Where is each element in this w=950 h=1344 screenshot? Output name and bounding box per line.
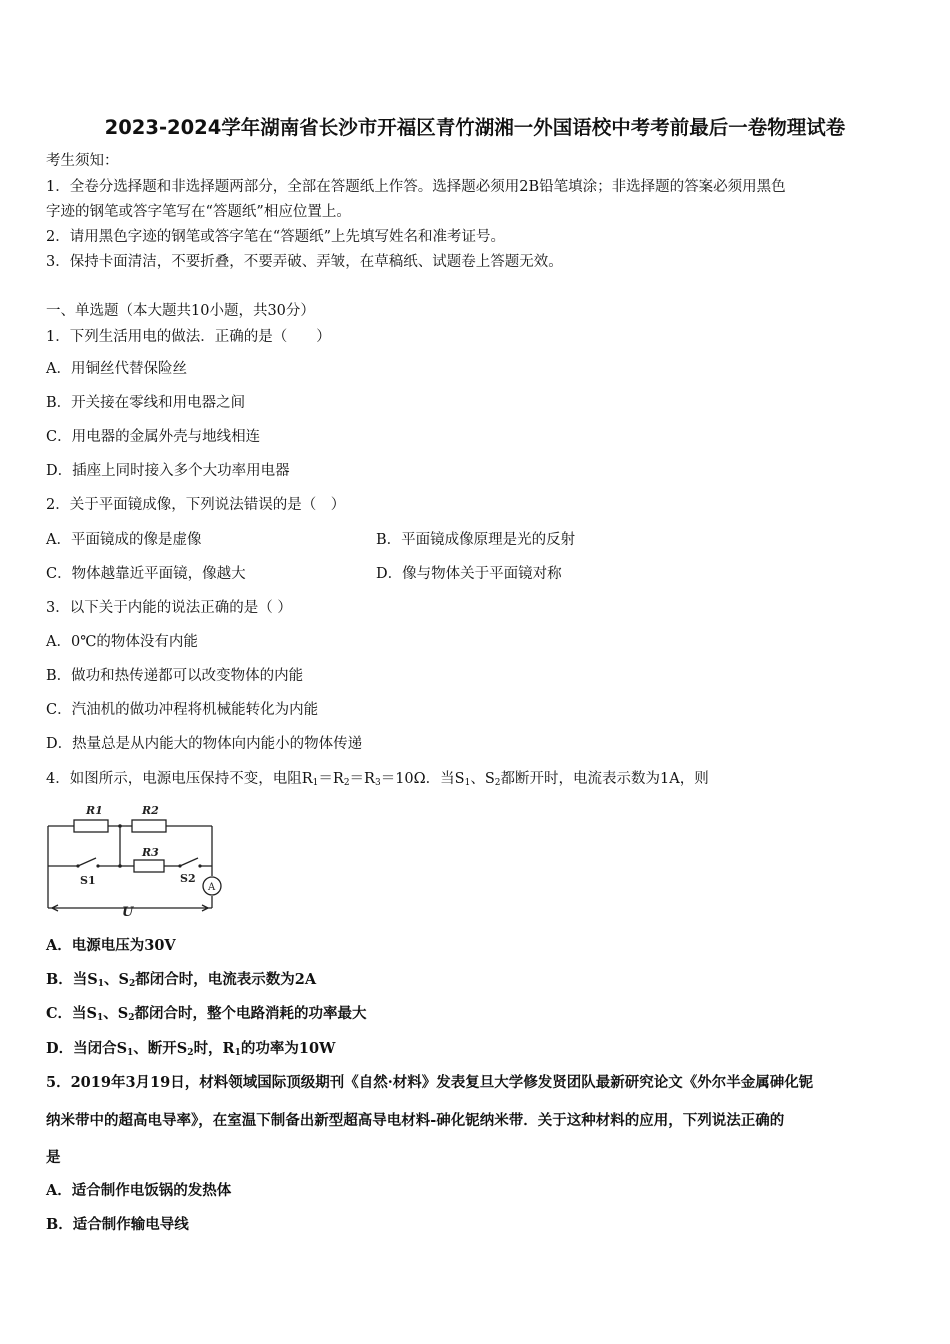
q4-option-c: C．当$S_1$、$S_2$都闭合时，整个电路消耗的功率最大: [46, 1005, 367, 1023]
q1-option-a: A．用铜丝代替保险丝: [46, 361, 187, 377]
q5-option-b: B．适合制作输电导线: [46, 1216, 189, 1233]
q1-option-c: C．用电器的金属外壳与地线相连: [46, 429, 261, 445]
label-r3: R3: [142, 846, 159, 859]
q4-option-b: B．当$S_1$、$S_2$都闭合时，电流表示数为2A: [46, 971, 317, 989]
q3-option-c: C．汽油机的做功冲程将机械能转化为内能: [46, 702, 319, 718]
label-s2: S2: [180, 872, 196, 885]
q3-option-d: D．热量总是从内能大的物体向内能小的物体传递: [46, 736, 363, 752]
resistor-r1: [74, 820, 108, 832]
notice-item-3: 3．保持卡面清洁，不要折叠，不要弄破、弄皱，在草稿纸、试题卷上答题无效。: [46, 254, 563, 270]
exam-title: 2023-2024学年湖南省长沙市开福区青竹湖湘一外国语校中考考前最后一卷物理试卷: [104, 116, 846, 139]
resistor-r3: [134, 860, 164, 872]
q5-stem-line-3: 是: [46, 1149, 61, 1166]
q4-stem: 4．如图所示，电源电压保持不变，电阻$R_1=R_2=R_3=10\Omega$．当$S_1$、$S_2$都断开时，电流表示数为1A，则: [46, 771, 709, 788]
section-heading: 一、单选题（本大题共10小题，共30分）: [46, 303, 315, 319]
q4-option-d: D．当闭合$S_1$、断开$S_2$时，$R_1$的功率为10W: [46, 1040, 336, 1058]
label-ammeter: A: [208, 882, 216, 893]
q3-option-a: A．0℃的物体没有内能: [46, 634, 198, 650]
label-voltage: U: [122, 905, 134, 920]
q4-option-a: A．电源电压为30V: [46, 937, 176, 954]
q2-option-a: A．平面镜成的像是虚像: [46, 532, 202, 548]
notice-item-1-cont: 字迹的钢笔或答字笔写在“答题纸”相应位置上。: [46, 204, 351, 220]
resistor-r2: [132, 820, 166, 832]
q2-stem: 2．关于平面镜成像，下列说法错误的是（ ）: [46, 497, 346, 513]
switch-s1: [78, 858, 96, 866]
label-r1: R1: [86, 804, 103, 817]
notice-heading: 考生须知：: [46, 153, 119, 169]
notice-item-2: 2．请用黑色字迹的钢笔或答字笔在“答题纸”上先填写姓名和准考证号。: [46, 229, 506, 245]
q3-option-b: B．做功和热传递都可以改变物体的内能: [46, 668, 304, 684]
q5-stem-line-1: 5．2019年3月19日，材料领域国际顶级期刊《自然·材料》发表复旦大学修发贤团队最新研究论文《外尔半金属砷化铌: [46, 1074, 814, 1091]
q3-stem: 3．以下关于内能的说法正确的是（ ）: [46, 600, 292, 616]
q1-option-d: D．插座上同时接入多个大功率用电器: [46, 463, 290, 479]
q5-option-a: A．适合制作电饭锅的发热体: [46, 1182, 232, 1199]
label-r2: R2: [142, 804, 159, 817]
switch-s2: [180, 858, 198, 866]
circuit-diagram: [42, 796, 232, 924]
q2-option-d: D．像与物体关于平面镜对称: [376, 566, 562, 582]
notice-item-1: 1．全卷分选择题和非选择题两部分，全部在答题纸上作答。选择题必须用2B铅笔填涂；非选择题的答案必须用黑色: [46, 179, 786, 195]
q1-stem: 1．下列生活用电的做法．正确的是（ ）: [46, 329, 331, 345]
q2-option-c: C．物体越靠近平面镜，像越大: [46, 566, 246, 582]
q5-stem-line-2: 纳米带中的超高电导率》，在室温下制备出新型超高导电材料-砷化铌纳米带．关于这种材料的应用，下列说法正确的: [46, 1112, 785, 1129]
q2-option-b: B．平面镜成像原理是光的反射: [376, 532, 576, 548]
q1-option-b: B．开关接在零线和用电器之间: [46, 395, 246, 411]
label-s1: S1: [80, 874, 96, 887]
